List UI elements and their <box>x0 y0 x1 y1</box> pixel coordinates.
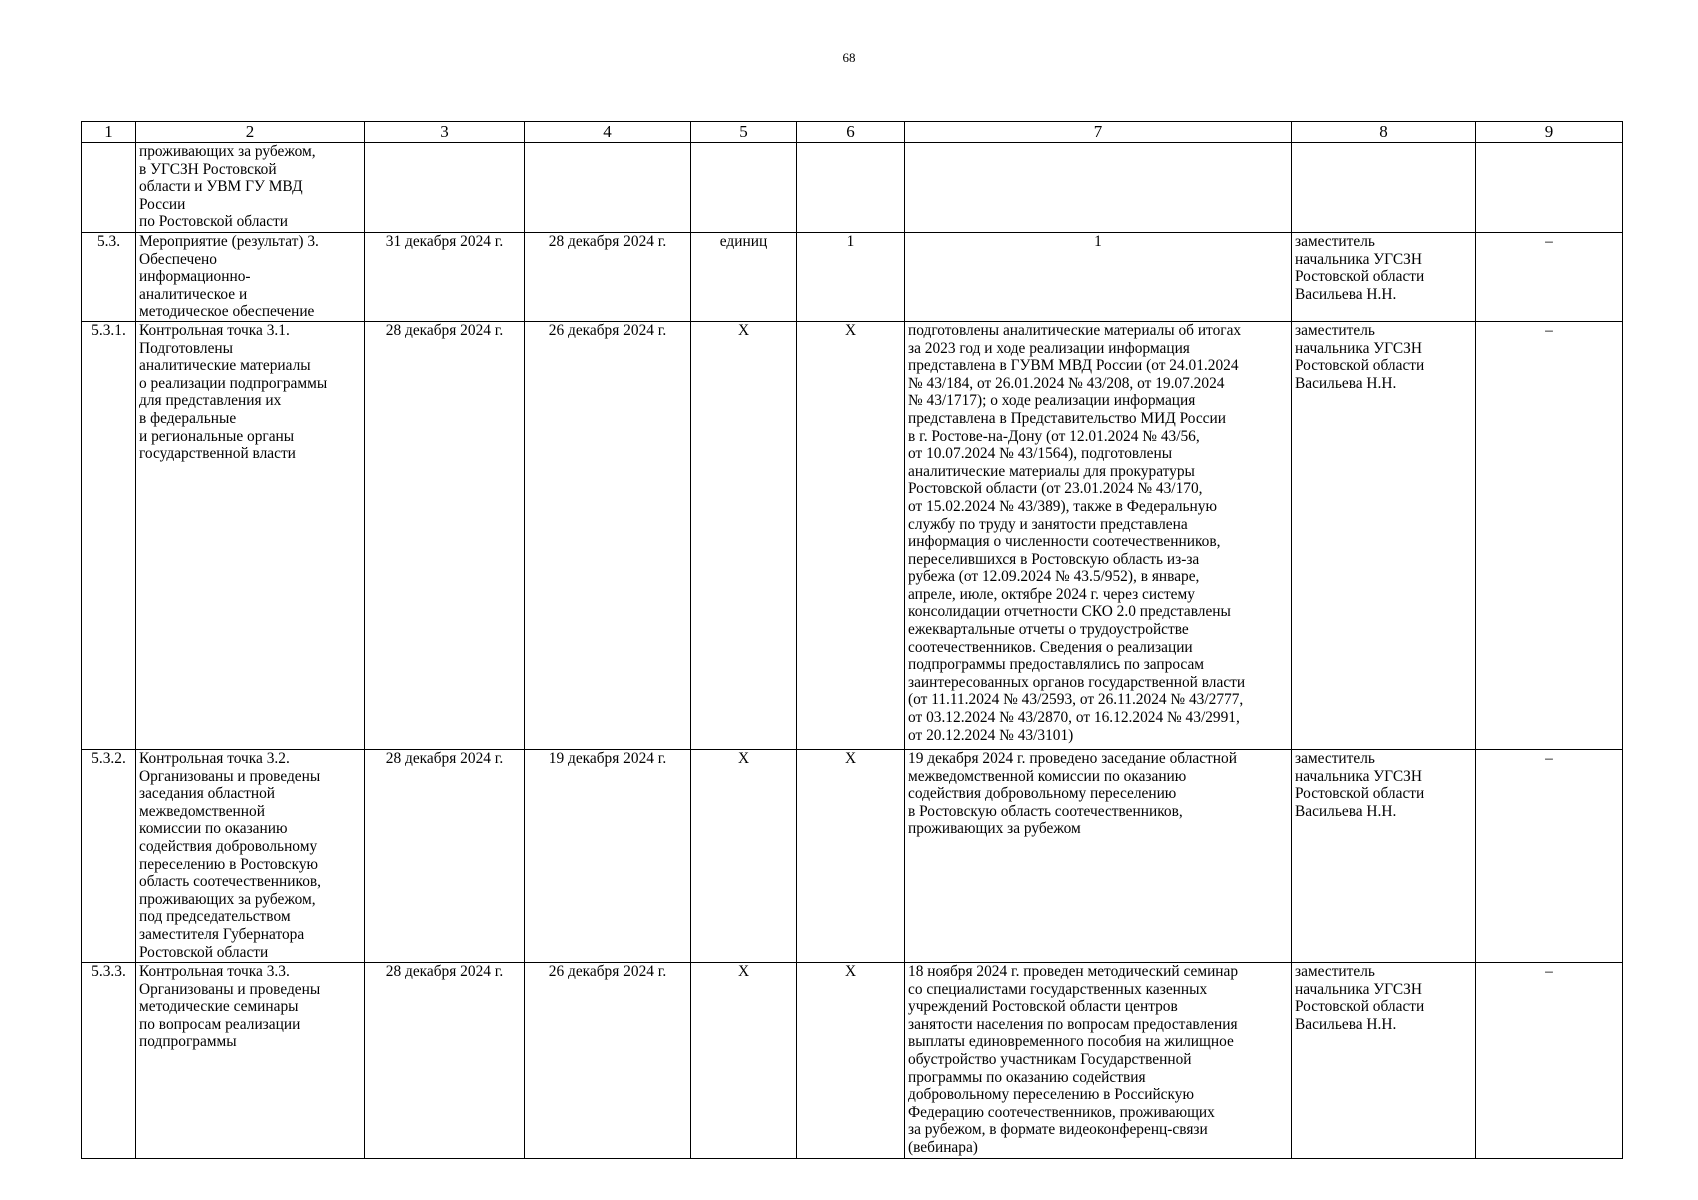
cell-note: – <box>1476 233 1623 322</box>
cell-result <box>905 143 1292 233</box>
report-table <box>81 121 1623 1159</box>
header-cell: 6 <box>797 122 905 143</box>
cell-responsible: заместитель начальника УГСЗН Ростовской области Васильева Н.Н. <box>1292 321 1476 749</box>
cell-number: 5.3.3. <box>82 962 136 1158</box>
cell-name: Контрольная точка 3.1. Подготовлены аналитические материалы о реализации подпрограммы для представления их в федеральные и региональные органы государственной власти <box>136 321 365 749</box>
cell-planned-date: 31 декабря 2024 г. <box>365 233 525 322</box>
cell-result: 19 декабря 2024 г. проведено заседание областной межведомственной комиссии по оказанию содействия добровольному переселению в Ростовскую область соотечественников, проживающих за рубежом <box>905 749 1292 962</box>
table-row <box>82 233 1623 322</box>
cell-unit: единиц <box>691 233 797 322</box>
cell-name: Мероприятие (результат) 3. Обеспечено информационно- аналитическое и методическое обеспечение <box>136 233 365 322</box>
cell-name: Контрольная точка 3.2. Организованы и проведены заседания областной межведомственной комиссии по оказанию содействия добровольному переселению в Ростовскую область соотечественников, проживающих за рубежом, под председательством заместителя Губернатора Ростовской области <box>136 749 365 962</box>
cell-note: – <box>1476 962 1623 1158</box>
cell-plan-value: Х <box>797 749 905 962</box>
header-cell: 9 <box>1476 122 1623 143</box>
cell-unit: Х <box>691 321 797 749</box>
cell-responsible: заместитель начальника УГСЗН Ростовской области Васильева Н.Н. <box>1292 233 1476 322</box>
table-row <box>82 749 1623 962</box>
cell-plan-value: Х <box>797 962 905 1158</box>
cell-plan-value: 1 <box>797 233 905 322</box>
cell-planned-date: 28 декабря 2024 г. <box>365 962 525 1158</box>
table-row <box>82 962 1623 1158</box>
table-row <box>82 143 1623 233</box>
cell-actual-date: 26 декабря 2024 г. <box>525 321 691 749</box>
cell-number: 5.3.2. <box>82 749 136 962</box>
table-header-row <box>82 122 1623 143</box>
cell-result: 1 <box>905 233 1292 322</box>
header-cell: 3 <box>365 122 525 143</box>
cell-name: проживающих за рубежом, в УГСЗН Ростовской области и УВМ ГУ МВД России по Ростовской области <box>136 143 365 233</box>
header-cell: 8 <box>1292 122 1476 143</box>
cell-planned-date <box>365 143 525 233</box>
header-cell: 2 <box>136 122 365 143</box>
cell-number <box>82 143 136 233</box>
page-number: 68 <box>842 50 856 65</box>
cell-unit <box>691 143 797 233</box>
cell-responsible: заместитель начальника УГСЗН Ростовской области Васильева Н.Н. <box>1292 749 1476 962</box>
cell-plan-value <box>797 143 905 233</box>
cell-unit: Х <box>691 962 797 1158</box>
cell-actual-date: 26 декабря 2024 г. <box>525 962 691 1158</box>
cell-actual-date: 19 декабря 2024 г. <box>525 749 691 962</box>
cell-note: – <box>1476 749 1623 962</box>
cell-planned-date: 28 декабря 2024 г. <box>365 749 525 962</box>
cell-result: 18 ноября 2024 г. проведен методический семинар со специалистами государственных казенных учреждений Ростовской области центров занятости населения по вопросам предоставления выплаты единовременного пособия на жилищное обустройство участникам Государственной программы по оказанию содействия добровольному переселению в Российскую Федерацию соотечественников, проживающих за рубежом, в формате видеоконференц-связи (вебинара) <box>905 962 1292 1158</box>
table-body <box>82 122 1623 1159</box>
cell-note: – <box>1476 321 1623 749</box>
cell-number: 5.3. <box>82 233 136 322</box>
cell-responsible <box>1292 143 1476 233</box>
cell-planned-date: 28 декабря 2024 г. <box>365 321 525 749</box>
header-cell: 1 <box>82 122 136 143</box>
header-cell: 7 <box>905 122 1292 143</box>
cell-unit: Х <box>691 749 797 962</box>
cell-actual-date: 28 декабря 2024 г. <box>525 233 691 322</box>
header-cell: 5 <box>691 122 797 143</box>
cell-responsible: заместитель начальника УГСЗН Ростовской области Васильева Н.Н. <box>1292 962 1476 1158</box>
header-cell: 4 <box>525 122 691 143</box>
cell-name: Контрольная точка 3.3. Организованы и проведены методические семинары по вопросам реализации подпрограммы <box>136 962 365 1158</box>
table-row <box>82 321 1623 749</box>
cell-plan-value: Х <box>797 321 905 749</box>
cell-note <box>1476 143 1623 233</box>
cell-actual-date <box>525 143 691 233</box>
cell-result: подготовлены аналитические материалы об итогах за 2023 год и ходе реализации информация представлена в ГУВМ МВД России (от 24.01.2024 № 43/184, от 26.01.2024 № 43/208, от 19.07.2024 № 43/1717); о ходе реализации информация представлена в Представительство МИД России в г. Ростове-на-Дону (от 12.01.2024 № 43/56, от 10.07.2024 № 43/1564), подготовлены аналитические материалы для прокуратуры Ростовской области (от 23.01.2024 № 43/170, от 15.02.2024 № 43/389), также в Федеральную службу по труду и занятости представлена информация о численности соотечественников, переселившихся в Ростовскую область из-за рубежа (от 12.09.2024 № 43.5/952), в январе, апреле, июле, октябре 2024 г. через систему консолидации отчетности СКО 2.0 представлены ежеквартальные отчеты о трудоустройстве соотечественников. Сведения о реализации подпрограммы предоставлялись по запросам заинтересованных органов государственной власти (от 11.11.2024 № 43/2593, от 26.11.2024 № 43/2777, от 03.12.2024 № 43/2870, от 16.12.2024 № 43/2991, от 20.12.2024 № 43/3101) <box>905 321 1292 749</box>
cell-number: 5.3.1. <box>82 321 136 749</box>
